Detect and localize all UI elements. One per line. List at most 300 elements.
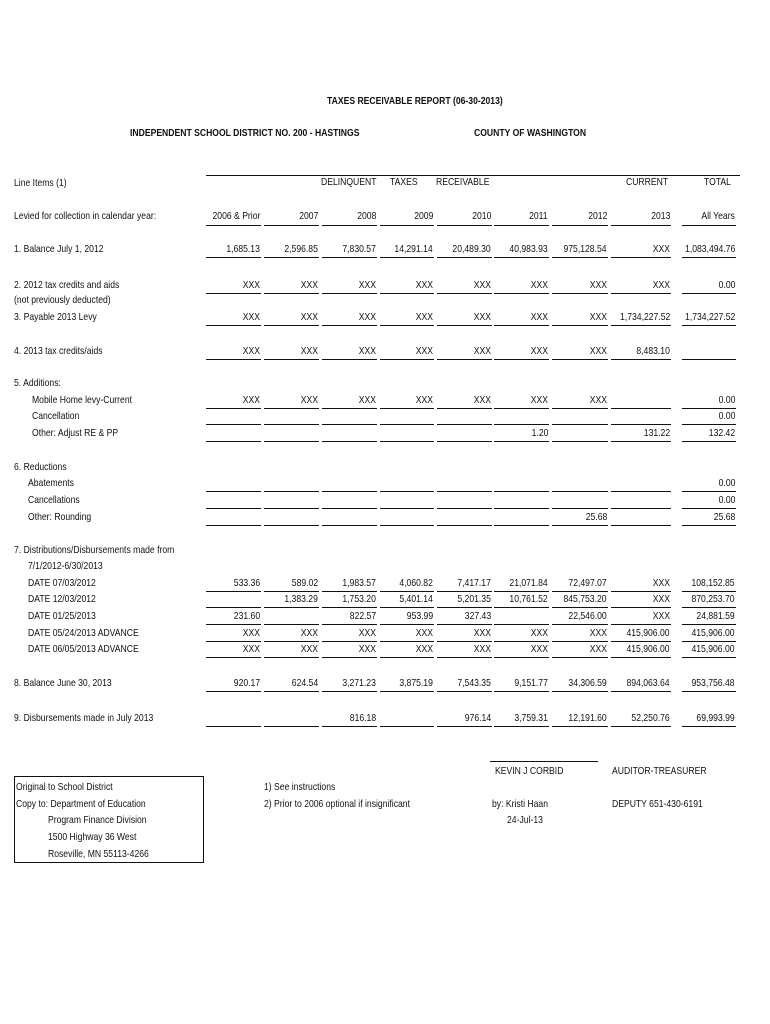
- row-r2-all-years-text: 0.00: [718, 279, 735, 291]
- year-header-all-years: [645, 210, 735, 222]
- signature-rule: [490, 761, 598, 762]
- county-name: COUNTY OF WASHINGTON: [474, 127, 587, 139]
- row-r3-rule-2012: [552, 325, 608, 326]
- row-r7d-2012-text: 845,753.20: [563, 593, 607, 605]
- row-r6b-rule-2012: [552, 508, 608, 509]
- row-r7g-all-years: [645, 643, 735, 655]
- row-r2-rule-2010: [437, 293, 492, 294]
- row-r7d-rule-2007: [264, 607, 319, 608]
- row-r8-2007-text: 624.54: [291, 677, 318, 689]
- row-r7e-all-years-text: 24,881.59: [696, 610, 735, 622]
- row-r7d-rule-2008: [322, 607, 377, 608]
- row-r7d-rule-all-years: [682, 607, 736, 608]
- row-r2b-label: (not previously deducted): [14, 294, 111, 306]
- row-r9-label: 9. Disbursements made in July 2013: [14, 712, 154, 724]
- row-r3-all-years-text: 1,734,227.52: [684, 311, 735, 323]
- row-r6c-rule-2008: [322, 525, 377, 526]
- box-line-street: 1500 Highway 36 West: [48, 831, 137, 843]
- row-r7e-2013-text: XXX: [652, 610, 670, 622]
- row-r7c-2013-text: XXX: [652, 577, 670, 589]
- row-r8-rule-2010: [437, 691, 492, 692]
- row-r9-2012-text: 12,191.60: [568, 712, 607, 724]
- row-r4-2013-text: 8,483.10: [636, 345, 670, 357]
- year-header-all-years-text: All Years: [701, 210, 735, 222]
- row-r1-all-years-text: 1,083,494.76: [684, 243, 735, 255]
- row-r7d-all-years-text: 870,253.70: [691, 593, 735, 605]
- row-r7e-rule-2010: [437, 624, 492, 625]
- row-r9-2010-text: 976.14: [464, 712, 491, 724]
- row-r7f-rule-2013: [611, 641, 671, 642]
- row-r7g-2010-text: XXX: [473, 643, 491, 655]
- row-r7e-rule-all-years: [682, 624, 736, 625]
- row-r1-2009-text: 14,291.14: [394, 243, 433, 255]
- row-r6a-rule-2011: [494, 491, 549, 492]
- row-r3-rule-2008: [322, 325, 377, 326]
- row-r7g-rule-2010: [437, 657, 492, 658]
- row-r7f-rule-2010: [437, 641, 492, 642]
- row-r3-2009-text: XXX: [415, 311, 433, 323]
- row-r7g-2008-text: XXX: [358, 643, 376, 655]
- row-r4-2006-prior-text: XXX: [242, 345, 260, 357]
- row-r6b-rule-2008: [322, 508, 377, 509]
- row-r5a-rule-2013: [611, 408, 671, 409]
- row-r6b-all-years: [645, 494, 735, 506]
- row-r6c-rule-2009: [380, 525, 434, 526]
- row-r2-rule-2008: [322, 293, 377, 294]
- signed-date: 24-Jul-13: [507, 814, 543, 826]
- row-r7c-2008-text: 1,983.57: [342, 577, 376, 589]
- row-r3-2013-text: 1,734,227.52: [619, 311, 670, 323]
- row-r3-rule-all-years: [682, 325, 736, 326]
- row-r7g-2006-prior-text: XXX: [242, 643, 260, 655]
- row-r8-2013-text: 894,063.64: [626, 677, 670, 689]
- row-r6a-rule-2006-prior: [206, 491, 261, 492]
- row-r4-label: 4. 2013 tax credits/aids: [14, 345, 103, 357]
- row-r6b-rule-2010: [437, 508, 492, 509]
- row-r7g-rule-2011: [494, 657, 549, 658]
- row-r6c-rule-2006-prior: [206, 525, 261, 526]
- year-header-rule-2007: [264, 225, 319, 226]
- row-r6a-all-years: [645, 477, 735, 489]
- row-r5a-rule-2006-prior: [206, 408, 261, 409]
- row-r7-label: 7. Distributions/Disbursements made from: [14, 544, 175, 556]
- row-r7c-rule-2011: [494, 591, 549, 592]
- row-r2-rule-2006-prior: [206, 293, 261, 294]
- row-r8-rule-2008: [322, 691, 377, 692]
- row-r7g-rule-2012: [552, 657, 608, 658]
- row-r2-2006-prior-text: XXX: [242, 279, 260, 291]
- row-r7c-rule-2013: [611, 591, 671, 592]
- row-r5a-2011-text: XXX: [530, 394, 548, 406]
- row-r1-label: 1. Balance July 1, 2012: [14, 243, 104, 255]
- row-r7c-rule-2010: [437, 591, 492, 592]
- row-r7c-all-years: [645, 577, 735, 589]
- row-r1-rule-2011: [494, 257, 549, 258]
- row-r7d-2008-text: 1,753.20: [342, 593, 376, 605]
- row-r4-rule-2009: [380, 359, 434, 360]
- line-items-label: Line Items (1): [14, 177, 67, 189]
- row-r7c-label: DATE 07/03/2012: [28, 577, 96, 589]
- row-r6b-rule-2007: [264, 508, 319, 509]
- row-r1-rule-2010: [437, 257, 492, 258]
- row-r4-2008-text: XXX: [358, 345, 376, 357]
- row-r1-rule-2012: [552, 257, 608, 258]
- row-r1-rule-all-years: [682, 257, 736, 258]
- row-r3-all-years: [645, 311, 735, 323]
- row-r1-2011-text: 40,983.93: [509, 243, 548, 255]
- row-r4-rule-2011: [494, 359, 549, 360]
- row-r5a-rule-2010: [437, 408, 492, 409]
- row-r7e-rule-2011: [494, 624, 549, 625]
- row-r8-rule-2009: [380, 691, 434, 692]
- year-header-2011-text: 2011: [529, 210, 548, 222]
- row-r5b-rule-all-years: [682, 424, 736, 425]
- row-r7e-rule-2007: [264, 624, 319, 625]
- row-r7g-2013-text: 415,906.00: [626, 643, 670, 655]
- row-r7f-2010-text: XXX: [473, 627, 491, 639]
- row-r2-2011-text: XXX: [530, 279, 548, 291]
- row-r5a-rule-2009: [380, 408, 434, 409]
- row-r2-2012-text: XXX: [589, 279, 607, 291]
- row-r4-rule-2012: [552, 359, 608, 360]
- row-r1-all-years: [645, 243, 735, 255]
- row-r6a-label: Abatements: [28, 477, 74, 489]
- row-r6a-rule-2013: [611, 491, 671, 492]
- row-r5b-rule-2010: [437, 424, 492, 425]
- row-r2-rule-2013: [611, 293, 671, 294]
- row-r5a-label: Mobile Home levy-Current: [32, 394, 133, 406]
- row-r6a-rule-2007: [264, 491, 319, 492]
- row-r7g-rule-2007: [264, 657, 319, 658]
- row-r6c-rule-2012: [552, 525, 608, 526]
- year-header-rule-2008: [322, 225, 377, 226]
- row-r9-all-years-text: 69,993.99: [696, 712, 735, 724]
- note-1: 1) See instructions: [264, 781, 336, 793]
- row-r7g-rule-2013: [611, 657, 671, 658]
- row-r7c-2009-text: 4,060.82: [399, 577, 433, 589]
- row-r5b-rule-2009: [380, 424, 434, 425]
- row-r3-rule-2013: [611, 325, 671, 326]
- row-r7g-rule-2008: [322, 657, 377, 658]
- district-name: INDEPENDENT SCHOOL DISTRICT NO. 200 - HASTINGS: [130, 127, 360, 139]
- row-r3-2010-text: XXX: [473, 311, 491, 323]
- row-r1-2012-text: 975,128.54: [563, 243, 607, 255]
- report-title: TAXES RECEIVABLE REPORT (06-30-2013): [327, 95, 503, 107]
- year-header-rule-2006-prior: [206, 225, 261, 226]
- row-r1-rule-2007: [264, 257, 319, 258]
- row-r7e-2006-prior-text: 231.60: [233, 610, 260, 622]
- row-r5a-2012-text: XXX: [589, 394, 607, 406]
- row-r7c-2006-prior-text: 533.36: [233, 577, 260, 589]
- row-r7f-rule-2011: [494, 641, 549, 642]
- row-r5c-2011-text: 1.20: [531, 427, 548, 439]
- row-r6c-label: Other: Rounding: [28, 511, 92, 523]
- row-r9-rule-all-years: [682, 726, 736, 727]
- row-r7f-rule-all-years: [682, 641, 736, 642]
- row-r3-rule-2011: [494, 325, 549, 326]
- row-r5c-rule-2010: [437, 441, 492, 442]
- row-r6a-rule-2008: [322, 491, 377, 492]
- row-r6b-rule-all-years: [682, 508, 736, 509]
- row-r7e-rule-2013: [611, 624, 671, 625]
- row-r7f-2012-text: XXX: [589, 627, 607, 639]
- row-r5a-all-years: [645, 394, 735, 406]
- row-r7f-2011-text: XXX: [530, 627, 548, 639]
- year-header-2007-text: 2007: [298, 210, 318, 222]
- row-r5b-rule-2011: [494, 424, 549, 425]
- row-r7f-rule-2007: [264, 641, 319, 642]
- row-r8-rule-all-years: [682, 691, 736, 692]
- row-r6a-all-years-text: 0.00: [718, 477, 735, 489]
- year-header-rule-2011: [494, 225, 549, 226]
- row-r4-2007-text: XXX: [300, 345, 318, 357]
- row-r7g-2012-text: XXX: [589, 643, 607, 655]
- row-r5a-2008-text: XXX: [358, 394, 376, 406]
- by-line: by: Kristi Haan: [492, 798, 548, 810]
- row-r5c-all-years: [645, 427, 735, 439]
- row-r5a-2010-text: XXX: [473, 394, 491, 406]
- box-line-division: Program Finance Division: [48, 814, 147, 826]
- row-r7g-2011-text: XXX: [530, 643, 548, 655]
- row-r7c-rule-2006-prior: [206, 591, 261, 592]
- row-r7e-rule-2008: [322, 624, 377, 625]
- row-r7e-2010-text: 327.43: [464, 610, 491, 622]
- row-r9-rule-2009: [380, 726, 434, 727]
- row-r1-2013-text: XXX: [652, 243, 670, 255]
- row-r7e-all-years: [645, 610, 735, 622]
- row-r5c-rule-2007: [264, 441, 319, 442]
- row-r6c-all-years: [645, 511, 735, 523]
- row-r8-rule-2013: [611, 691, 671, 692]
- delinquent-header: DELINQUENT: [321, 176, 377, 188]
- row-r6c-rule-2010: [437, 525, 492, 526]
- row-r5c-rule-2008: [322, 441, 377, 442]
- row-r2-all-years: [645, 279, 735, 291]
- year-header-2012-text: 2012: [587, 210, 607, 222]
- row-r7g-rule-all-years: [682, 657, 736, 658]
- row-r9-rule-2011: [494, 726, 549, 727]
- row-r5a-2007-text: XXX: [300, 394, 318, 406]
- row-r6c-rule-2011: [494, 525, 549, 526]
- year-header-rule-2012: [552, 225, 608, 226]
- row-r7e-rule-2006-prior: [206, 624, 261, 625]
- row-r5c-rule-2009: [380, 441, 434, 442]
- row-r8-2009-text: 3,875.19: [399, 677, 433, 689]
- row-r7f-rule-2009: [380, 641, 434, 642]
- row-r2-2008-text: XXX: [358, 279, 376, 291]
- year-header-2009-text: 2009: [413, 210, 433, 222]
- row-r6b-label: Cancellations: [28, 494, 80, 506]
- row-r7f-2008-text: XXX: [358, 627, 376, 639]
- row-r2-rule-2007: [264, 293, 319, 294]
- row-r7g-rule-2009: [380, 657, 434, 658]
- row-r7f-all-years: [645, 627, 735, 639]
- row-r5a-rule-2011: [494, 408, 549, 409]
- row-r8-rule-2012: [552, 691, 608, 692]
- receivable-header: RECEIVABLE: [436, 176, 490, 188]
- row-r7d-rule-2013: [611, 607, 671, 608]
- row-r6b-rule-2011: [494, 508, 549, 509]
- row-r7d-2011-text: 10,761.52: [509, 593, 548, 605]
- row-r7f-2007-text: XXX: [300, 627, 318, 639]
- row-r7g-label: DATE 06/05/2013 ADVANCE: [28, 643, 139, 655]
- row-r6a-rule-2012: [552, 491, 608, 492]
- row-r5b-rule-2008: [322, 424, 377, 425]
- row-r7f-2006-prior-text: XXX: [242, 627, 260, 639]
- row-r5b-rule-2012: [552, 424, 608, 425]
- row-r8-2008-text: 3,271.23: [342, 677, 376, 689]
- row-r5c-all-years-text: 132.42: [708, 427, 735, 439]
- row-r7d-rule-2010: [437, 607, 492, 608]
- row-r7c-rule-all-years: [682, 591, 736, 592]
- row-r5a-2009-text: XXX: [415, 394, 433, 406]
- row-r8-2006-prior-text: 920.17: [233, 677, 260, 689]
- row-r3-rule-2010: [437, 325, 492, 326]
- row-r7e-rule-2012: [552, 624, 608, 625]
- row-r4-rule-2013: [611, 359, 671, 360]
- row-r6c-rule-2007: [264, 525, 319, 526]
- row-r4-2012-text: XXX: [589, 345, 607, 357]
- row-r1-rule-2008: [322, 257, 377, 258]
- row-r7e-2008-text: 822.57: [349, 610, 376, 622]
- row-r5b-rule-2007: [264, 424, 319, 425]
- row-r7d-rule-2012: [552, 607, 608, 608]
- row-r4-rule-2010: [437, 359, 492, 360]
- row-r7d-2009-text: 5,401.14: [399, 593, 433, 605]
- row-r1-2008-text: 7,830.57: [342, 243, 376, 255]
- row-r6c-all-years-text: 25.68: [713, 511, 735, 523]
- row-r7f-2013-text: 415,906.00: [626, 627, 670, 639]
- row-r7g-2009-text: XXX: [415, 643, 433, 655]
- row-r5a-rule-2008: [322, 408, 377, 409]
- row-r2-2010-text: XXX: [473, 279, 491, 291]
- row-r7f-rule-2012: [552, 641, 608, 642]
- row-r7e-2009-text: 953.99: [406, 610, 433, 622]
- row-r7d-label: DATE 12/03/2012: [28, 593, 96, 605]
- row-r7g-rule-2006-prior: [206, 657, 261, 658]
- row-r6c-rule-2013: [611, 525, 671, 526]
- row-r6b-all-years-text: 0.00: [718, 494, 735, 506]
- year-header-rule-2013: [611, 225, 671, 226]
- row-r7d-rule-2006-prior: [206, 607, 261, 608]
- row-r7c-rule-2009: [380, 591, 434, 592]
- row-r7f-label: DATE 05/24/2013 ADVANCE: [28, 627, 139, 639]
- row-r7g-all-years-text: 415,906.00: [691, 643, 735, 655]
- deputy-line: DEPUTY 651-430-6191: [612, 798, 703, 810]
- row-r8-rule-2007: [264, 691, 319, 692]
- row-r5c-label: Other: Adjust RE & PP: [32, 427, 119, 439]
- row-r9-rule-2007: [264, 726, 319, 727]
- note-2: 2) Prior to 2006 optional if insignificant: [264, 798, 410, 810]
- row-r5c-rule-2006-prior: [206, 441, 261, 442]
- row-r2-2009-text: XXX: [415, 279, 433, 291]
- row-r4-2011-text: XXX: [530, 345, 548, 357]
- row-r5c-rule-2013: [611, 441, 671, 442]
- row-r7g-2007-text: XXX: [300, 643, 318, 655]
- row-r4-2009-text: XXX: [415, 345, 433, 357]
- row-r8-rule-2006-prior: [206, 691, 261, 692]
- row-r8-2012-text: 34,306.59: [568, 677, 607, 689]
- row-r2-2013-text: XXX: [652, 279, 670, 291]
- row-r2-rule-2011: [494, 293, 549, 294]
- row-r4-rule-2006-prior: [206, 359, 261, 360]
- row-r8-all-years-text: 953,756.48: [691, 677, 735, 689]
- year-header-2008-text: 2008: [356, 210, 376, 222]
- row-r8-rule-2011: [494, 691, 549, 692]
- signer-name: KEVIN J CORBID: [495, 765, 564, 777]
- row-r4-rule-2007: [264, 359, 319, 360]
- row-r3-2012-text: XXX: [589, 311, 607, 323]
- signer-title: AUDITOR-TREASURER: [612, 765, 707, 777]
- row-r2-2007-text: XXX: [300, 279, 318, 291]
- row-r1-rule-2013: [611, 257, 671, 258]
- row-r9-2013-text: 52,250.76: [631, 712, 670, 724]
- row-r9-rule-2006-prior: [206, 726, 261, 727]
- year-header-2010-text: 2010: [471, 210, 491, 222]
- row-r1-2006-prior-text: 1,685.13: [226, 243, 260, 255]
- row-r8-label: 8. Balance June 30, 2013: [14, 677, 112, 689]
- row-r7c-2010-text: 7,417.17: [457, 577, 491, 589]
- row-r7d-2007-text: 1,383.29: [284, 593, 318, 605]
- row-r2-label: 2. 2012 tax credits and aids: [14, 279, 120, 291]
- row-r5a-rule-2012: [552, 408, 608, 409]
- row-r4-rule-all-years: [682, 359, 736, 360]
- row-r1-rule-2009: [380, 257, 434, 258]
- row-r8-2011-text: 9,151.77: [514, 677, 548, 689]
- row-r9-rule-2012: [552, 726, 608, 727]
- row-r6b-rule-2013: [611, 508, 671, 509]
- row-r5b-all-years: [645, 410, 735, 422]
- row-r5c-rule-2011: [494, 441, 549, 442]
- row-r3-rule-2009: [380, 325, 434, 326]
- row-r7e-rule-2009: [380, 624, 434, 625]
- year-header-rule-2010: [437, 225, 492, 226]
- row-r3-2008-text: XXX: [358, 311, 376, 323]
- row-r7d-2010-text: 5,201.35: [457, 593, 491, 605]
- row-r2-rule-2012: [552, 293, 608, 294]
- row-r8-2010-text: 7,543.35: [457, 677, 491, 689]
- total-header: TOTAL: [704, 176, 731, 188]
- row-r7f-rule-2008: [322, 641, 377, 642]
- row-r5b-rule-2006-prior: [206, 424, 261, 425]
- current-header: CURRENT: [626, 176, 669, 188]
- row-r1-2007-text: 2,596.85: [284, 243, 318, 255]
- row-r7d-rule-2011: [494, 607, 549, 608]
- row-r7f-rule-2006-prior: [206, 641, 261, 642]
- levied-label: Levied for collection in calendar year:: [14, 210, 157, 222]
- row-r6b-rule-2006-prior: [206, 508, 261, 509]
- row-r7d-2013-text: XXX: [652, 593, 670, 605]
- row-r7c-all-years-text: 108,152.85: [691, 577, 735, 589]
- row-r1-2010-text: 20,489.30: [452, 243, 491, 255]
- box-line-original: Original to School District: [16, 781, 113, 793]
- row-r5a-rule-all-years: [682, 408, 736, 409]
- row-r8-all-years: [645, 677, 735, 689]
- row-r6a-rule-all-years: [682, 491, 736, 492]
- row-r7c-rule-2008: [322, 591, 377, 592]
- row-r7c-2011-text: 21,071.84: [509, 577, 548, 589]
- row-r7c-rule-2007: [264, 591, 319, 592]
- row-r7e-2012-text: 22,546.00: [568, 610, 607, 622]
- row-r2-rule-all-years: [682, 293, 736, 294]
- row-r7d-rule-2009: [380, 607, 434, 608]
- year-header-rule-2009: [380, 225, 434, 226]
- row-r1-rule-2006-prior: [206, 257, 261, 258]
- row-r5c-rule-2012: [552, 441, 608, 442]
- row-r9-rule-2010: [437, 726, 492, 727]
- row-r5-label: 5. Additions:: [14, 377, 61, 389]
- row-r5b-rule-2013: [611, 424, 671, 425]
